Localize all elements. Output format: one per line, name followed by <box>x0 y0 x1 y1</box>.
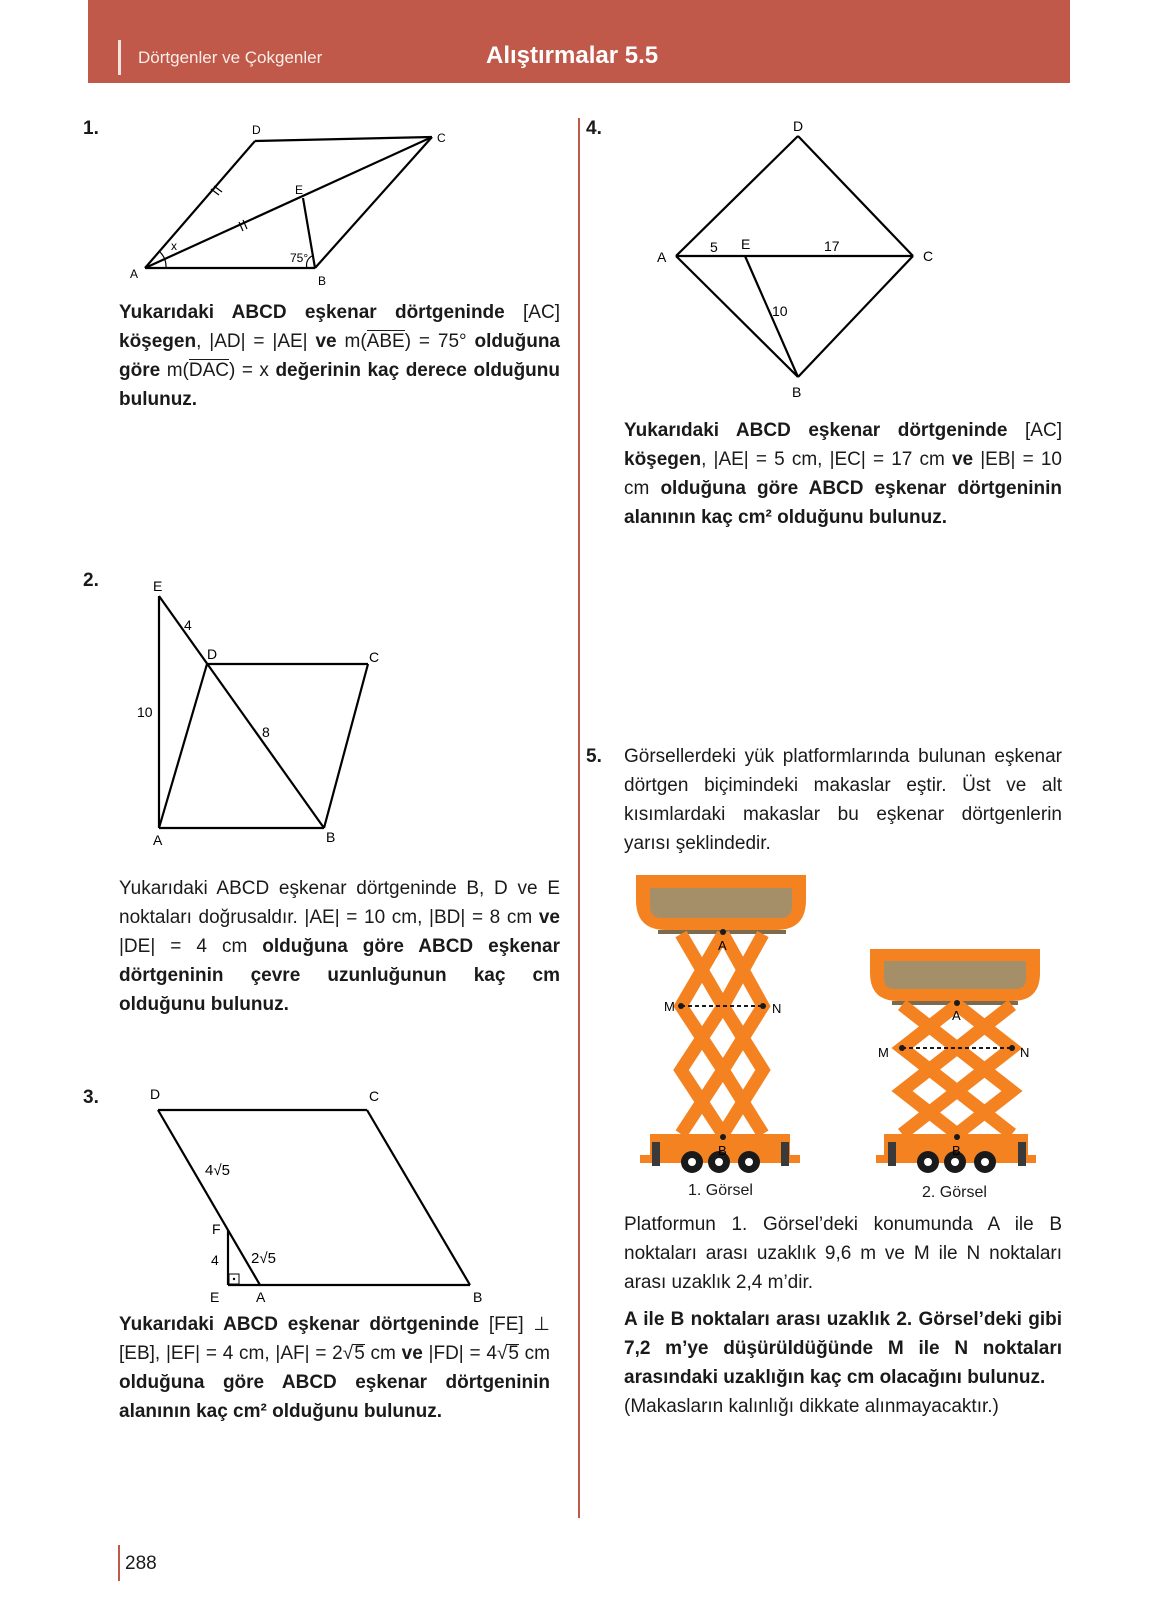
problem-1-number: 1. <box>83 118 99 139</box>
label-M: M <box>664 999 675 1014</box>
label-DE: 4 <box>184 617 192 633</box>
label-A: A <box>718 938 727 953</box>
page-number-bar <box>118 1545 120 1581</box>
label-B: B <box>718 1143 727 1158</box>
label-D: D <box>207 646 218 662</box>
label-B: B <box>326 829 336 845</box>
label-E: E <box>295 183 304 197</box>
problem-3-text: Yukarıdaki ABCD eşkenar dörtgeninde [FE] ⊥ [EB], |EF| = 4 cm, |AF| = 2√5 cm ve |FD| = 4√5 cm olduğuna göre ABCD eşkenar dörtgeninin alanının kaç cm² olduğunu bulunuz. <box>119 1314 551 1422</box>
label-A: A <box>256 1289 266 1305</box>
problem-5-intro: Görsellerdeki yük platformlarında bulunan eşkenar dörtgen biçimindeki makaslar eştir. Üst ve alt kısımlardaki makaslar bu eşkenar dörtgenlerin yarısı şeklindedir. <box>624 746 1062 854</box>
label-x: x <box>171 239 177 253</box>
label-A: A <box>130 267 139 281</box>
problem-5-info: Platformun 1. Görsel’deki konumunda A ile B noktaları arası uzaklık 9,6 m ve M ile N noktaları arası uzaklık 2,4 m’dir. <box>624 1214 1062 1293</box>
label-N: N <box>772 1001 782 1016</box>
label-E: E <box>210 1289 220 1305</box>
label-A: A <box>657 249 667 265</box>
label-E: E <box>153 578 163 594</box>
label-D: D <box>793 118 804 134</box>
label-C: C <box>369 649 380 665</box>
problem-5-number: 5. <box>586 746 602 767</box>
label-AE: 5 <box>710 239 718 255</box>
label-D: D <box>150 1086 161 1102</box>
label-M: M <box>878 1045 889 1060</box>
label-AF: 2√5 <box>251 1250 276 1267</box>
label-B: B <box>473 1289 483 1305</box>
problem-5-note: (Makasların kalınlığı dikkate alınmayacaktır.) <box>624 1396 999 1417</box>
problem-4-text: Yukarıdaki ABCD eşkenar dörtgeninde [AC] köşegen, |AE| = 5 cm, |EC| = 17 cm ve |EB| = 10 cm olduğuna göre ABCD eşkenar dörtgeninin alanının kaç cm² olduğunu bulunuz. <box>624 420 1063 528</box>
problem-2-text: Yukarıdaki ABCD eşkenar dörtgeninde B, D ve E noktaları doğrusaldır. |AE| = 10 cm, |BD| = 8 cm ve |DE| = 4 cm olduğuna göre ABCD eşkenar dörtgeninin çevre uzunluğunun kaç cm olduğunu bulunuz. <box>119 878 560 1015</box>
lift-platform-2 <box>870 949 1040 1173</box>
label-EF: 4 <box>211 1252 219 1268</box>
label-B: B <box>318 274 327 288</box>
lift-platform-1 <box>636 875 806 1173</box>
problem-5-question: A ile B noktaları arası uzaklık 2. Görsel’deki gibi 7,2 m’ye düşürüldüğünde M ile N noktaları arasındaki uzaklığın kaç cm olacağını bulunuz. <box>624 1309 1062 1388</box>
problem-2-number: 2. <box>83 570 99 591</box>
label-E: E <box>741 236 751 252</box>
problem-3-number: 3. <box>83 1087 99 1108</box>
problem-4-number: 4. <box>586 118 602 139</box>
label-angle: 75° <box>290 251 309 265</box>
page-number: 288 <box>125 1553 157 1574</box>
label-EC: 17 <box>824 238 840 254</box>
label-A: A <box>153 832 163 848</box>
label-FD: 4√5 <box>205 1162 230 1179</box>
label-F: F <box>212 1221 221 1237</box>
label-A: A <box>952 1008 961 1023</box>
label-B: B <box>792 384 802 400</box>
label-BD: 8 <box>262 724 270 740</box>
problem-1-text: Yukarıdaki ABCD eşkenar dörtgeninde [AC] köşegen, |AD| = |AE| ve m(ABE) = 75° olduğuna göre m(DAC) = x değerinin kaç derece olduğunu bulunuz. <box>119 302 560 410</box>
section-title: Alıştırmalar 5.5 <box>486 42 659 69</box>
label-AE: 10 <box>137 704 153 720</box>
chapter-title: Dörtgenler ve Çokgenler <box>138 48 323 67</box>
label-B: B <box>952 1143 961 1158</box>
label-C: C <box>437 131 446 145</box>
label-N: N <box>1020 1045 1030 1060</box>
label-D: D <box>252 123 261 137</box>
label-C: C <box>923 248 934 264</box>
label-EB: 10 <box>772 303 788 319</box>
label-C: C <box>369 1088 380 1104</box>
image-1-caption: 1. Görsel <box>688 1182 753 1199</box>
image-2-caption: 2. Görsel <box>922 1184 987 1201</box>
